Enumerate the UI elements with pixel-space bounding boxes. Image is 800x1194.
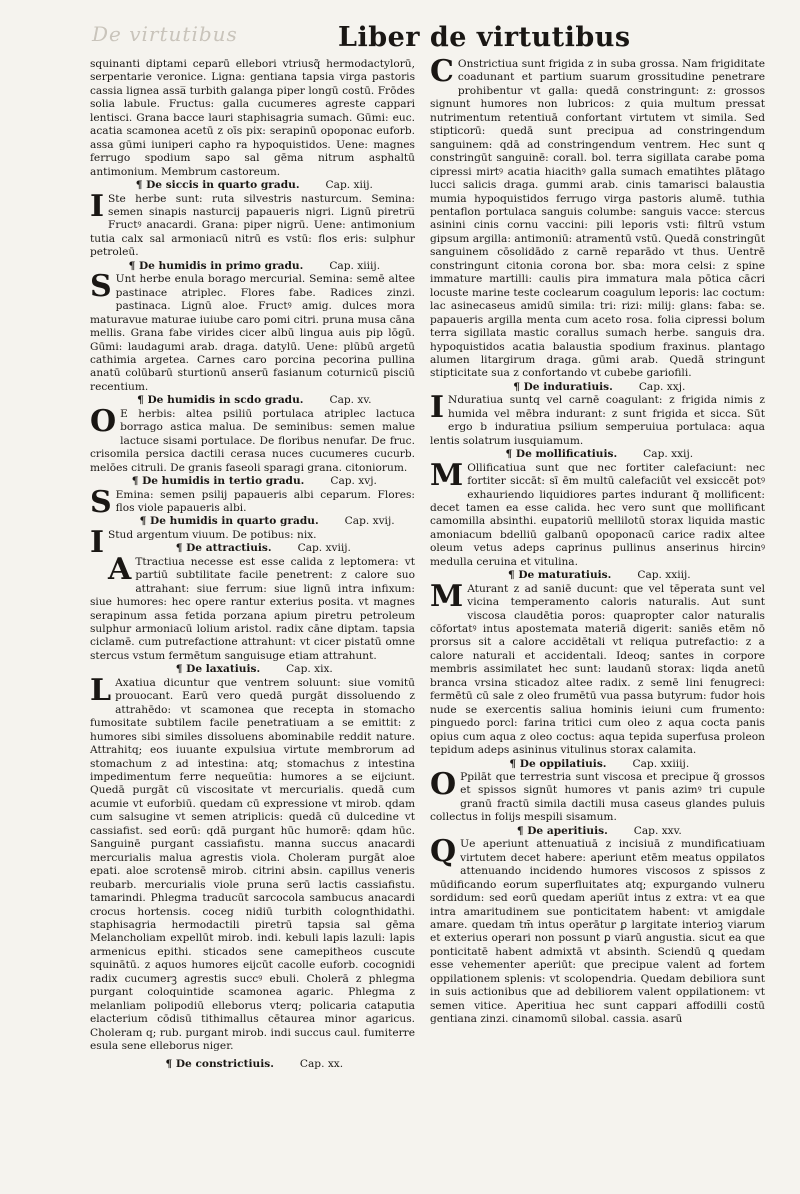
paragraph-mark-icon: ¶: [137, 394, 144, 407]
drop-cap: S: [90, 484, 112, 520]
paragraph-mark-icon: ¶: [135, 179, 143, 192]
paragraph-text: Stud argentum viuum. De potibus: nix.: [108, 528, 317, 541]
section-heading-text: De mollificatiuis.: [515, 448, 618, 461]
chapter-number: Cap. xxj.: [638, 380, 686, 393]
section-heading-text: De maturatiuis.: [518, 569, 612, 582]
body-paragraph: [90, 672, 415, 1054]
section-heading: [430, 825, 765, 838]
paragraph-text: Unt herbe enula borago mercurial. Semina: semē altee pastinace atriplec. Flores fabe. Radices zinzi. pastinaca. Lignū aloe. Fructꝰ amig. dulces mora maturavue maturae iuiube caro pomi citri. pruna musa cāna mellis. Grana fabe virides cicer albū lingua auis pip lōgū. Gūmi: laudagumi arab. draga. datylū. Uene: plūbū argetū cathimia argetea. Carnes caro porcina pecorina pullina anatū colūbarū sturtionū anserū fasianum coturnicū pisciū recentium.: [90, 273, 415, 393]
paragraph-text: E herbis: altea psiliū portulaca atriplec lactuca borrago astica malua. De seminibus: semen malue lactuce sisami portulace. De floribus nenufar. De fruc. crisomila persica dactili cerasa nuces cucumeres cucurb. melōes citruli. De granis faseoli sparagi grana. citoniorum.: [90, 407, 415, 474]
drop-cap: O: [430, 767, 457, 803]
chapter-number: Cap. xiiij.: [329, 259, 381, 272]
drop-cap: C: [430, 54, 454, 89]
drop-cap: I: [90, 188, 105, 224]
chapter-number: Cap. xvj.: [330, 475, 377, 488]
section-heading: [116, 515, 415, 528]
paragraph-mark-icon: ¶: [513, 380, 520, 393]
paragraph-mark-icon: ¶: [175, 663, 183, 676]
body-paragraph: [90, 58, 415, 179]
body-paragraph: [90, 188, 415, 260]
paragraph-text: Axatiua dicuntur que ventrem soluunt: siue vomitū prouocant. Earū vero quedā purgāt dissoluendo z attrahēdo: vt scamonea que recepta in stomacho fumositate subtilem facile penetratiuam a se emittit: z humores sibi similes dissoluens abominabile reddit nature. Attrahitq; eos iuuante expulsiua virtute membrorum ad stomachum z ad intestina: atq; stomachus z intestina impedimentum ferre nequeūtia: humores a se eijciunt. Quedā purgāt cū viscositate vt mercurialis. quedā cum acumie vt euforbiū. quedam cū expressione vt mirob. qdam cum salsugine vt semen atriplicis: quedā cū dulcedine vt cassiafist. sed eorū: qdā purgant hūc humorē: qdam hūc. Sanguinē purgant cassiafistu. manna succus anacardi mercurialis malua agrestis viola. Choleram purgāt aloe epati. aloe scrotensē mirob. citrini absin. capillus veneris reubarb. mercurialis viole pruna serū lactis cassiafistu. tamarindi. Phlegma traducūt sarcocola sambucus anacardi crocus hortensis. coceg nidiū turbith colognthidathi. staphisagria hermodactili piretrū tapsia sal gēma Melancholiam expellūt mirob. indi. kebuli lapis lazuli: lapis armenicus epithi. sticados sene camepitheos cuscute squinātū. z aquos humores eijcūt cacolle euforb. cocognidi radix cucumerꝫ agrestis succꝰ ebuli. Cholerā z phlegma purgant coloquintide scamonea agaric. Phlegma z melanliam polipodiū elleborus vterq; policaria cataputia elacterium cōdisū tithimallus cētaurea minor agaricus. Choleram q; rub. purgant mirob. indi succus caul. fumiterre esula sene elleborus niger.: [90, 676, 415, 1053]
drop-cap: O: [90, 403, 117, 439]
drop-cap: I: [90, 524, 105, 560]
body-paragraph: [90, 403, 415, 475]
body-paragraph: [90, 551, 415, 664]
section-heading: [430, 758, 765, 771]
page-title: Liber de virtutibus: [338, 22, 631, 53]
paragraph-text: Emina: semen psilij papaueris albi ceparum. Flores: flos viole papaueris albi.: [115, 488, 415, 514]
paragraph-text: Aturant z ad saniē ducunt: que vel tēperata sunt vel vicina temperamento caloris naturalis. Aut sunt viscosa claudētia poros: quapropter calor naturalis cōfortatꝰ intus apostemata materiā digerit: saniēs etēm nō prorsus sit a calore accidētali vt reliqua putrefactio: z a calore naturali et accidentali. Ideoq; santes in corpore membris assimilatet hec sunt: laudanū storax: liqda anetū branca vrsina sticadoz altee radix. z semē lini fenugreci: fermētū cū sale z oleo frumētū vua passa butyrum: fudor hois nude se exercentis saliua hominis ieiuni cum frumento: pinguedo porcl: farina tritici cum oleo z aqua cocta panis opius cum aqua z oleo coctus: aqua tepida superfusa proleon tepidum adeps asininus vitulinus storax calamita.: [430, 582, 765, 757]
paragraph-text: Ppilāt que terrestria sunt viscosa et precipue q̃ grossos et spissos signūt humores vt panis azimꝰ tri cupule granū fractū simila dactili musa caseus glandes puluis collectus in folijs mespili sisamum.: [430, 771, 765, 824]
section-heading-text: De laxatiuis.: [186, 663, 261, 676]
chapter-number: Cap. xviij.: [297, 542, 351, 555]
paragraph-text: Nduratiua suntq vel carnē coagulant: z frigida nimis z humida vel mēbra indurant: z sunt frigida et sicca. Sūt ergo b induratiua psilium semperuiua portulaca: aqua lentis solatrum iusquiamum.: [430, 394, 765, 447]
chapter-number: Cap. xxiiij.: [632, 757, 690, 770]
body-paragraph: [430, 457, 765, 570]
body-paragraph: [430, 578, 765, 758]
drop-cap: M: [430, 578, 464, 614]
body-paragraph: [430, 767, 765, 825]
body-paragraph: [430, 834, 765, 1026]
paragraph-mark-icon: ¶: [139, 515, 147, 528]
drop-cap: M: [430, 457, 464, 493]
paragraph-mark-icon: ¶: [509, 757, 517, 770]
drop-cap: A: [108, 551, 132, 587]
section-heading-text: De siccis in quarto gradu.: [146, 179, 300, 192]
section-heading: [90, 179, 415, 192]
paragraph-mark-icon: ¶: [165, 1057, 173, 1070]
body-paragraph: [430, 54, 765, 381]
paragraph-text: Ollificatiua sunt que nec fortiter calefaciunt: nec fortiter siccāt: sī ēm multū calefaciūt vel exsiccēt potꝰ exhauriendo liquidiores partes indurant q̃ mollificent: decet tamen ea esse calida. hec vero sunt que mollificant camomilla absinthi. eupatoriū mellilotū storax liquida mastic amoniacum bdelliū galbanū opoponacū carice radix altee oleum vetus adeps caprinus pullinus anserinus hircinꝰ medulla ceruina et vitulina.: [430, 461, 765, 568]
section-heading: [90, 1058, 415, 1071]
section-heading-text: De humidis in scdo gradu.: [147, 394, 304, 407]
chapter-number: Cap. xv.: [329, 394, 372, 407]
section-heading-text: De constrictiuis.: [175, 1057, 274, 1070]
chapter-number: Cap. xxij.: [643, 448, 694, 461]
section-heading-text: De aperitiuis.: [527, 824, 608, 837]
paragraph-text: Ue aperiunt attenuatiuā z incisiuā z mundificatiuam virtutem decet habere: aperiunt etēm meatus oppilatos attenuando incidendo humores viscosos z spissos z mūdificando eorum superfluitates atq; expurgando vulneru sordidum: sed eorū quedam aperiūt intus z extra: vt ea que intra amaritudinem sue ponticitatem habent: vt amigdale amare. quedam tm̄ intus operātur ꝑ largitate interioꝫ viarum et exterius operari non possunt ꝑ viarū angustia. sicut ea que ponticitatē habent admixtā vt absinth. Sciendū ꝗ quedam esse vehementer aperiūt: que precipue valent ad fortem oppilationem splenis: vt scolopendria. Quedam debiliora sunt in suis actionibus que ad debiliorem valent oppilationem: vt semen vitice. Aperitiua hec sunt cappari affodilli costū gentiana zinzi. cinamomū silobal. cassia. asarū: [430, 838, 765, 1026]
paragraph-mark-icon: ¶: [505, 448, 513, 461]
drop-cap: Q: [430, 834, 457, 870]
chapter-number: Cap. xiij.: [325, 179, 373, 192]
paragraph-mark-icon: ¶: [175, 542, 183, 555]
paragraph-text: squinanti diptami ceparū ellebori vtriusq̃ hermodactylorū, serpentarie veronice. Ligna: gentiana tapsia virga pastoris cassia lignea assa̅ turbith galanga piper longū costū. Frōdes solia labule. Fructus: galla cucumeres agreste cappari lentisci. Grana bacce lauri staphisagria sumach. Gūmi: euc. acatia scamonea acetū z oīs pix: serapinū opoponac euforb. assa gūmi iuniperi capho ra hypoquistidos. Uene: magnes ferrugo spodium sapo sal gēma nitrum asphaltū antimonium. Membrum castoreum.: [90, 58, 415, 178]
chapter-number: Cap. xxv.: [633, 824, 682, 837]
left-column: [90, 58, 415, 1071]
chapter-number: Cap. xxiij.: [637, 569, 691, 582]
section-heading: [90, 394, 415, 407]
section-heading-text: De oppilatiuis.: [519, 757, 607, 770]
chapter-number: Cap. xvij.: [344, 515, 395, 528]
paragraph-mark-icon: ¶: [128, 259, 136, 272]
section-heading-text: De humidis in quarto gradu.: [150, 515, 319, 528]
paragraph-text: Ste herbe sunt: ruta silvestris nasturcum. Semina: semen sinapis nasturcij papaueris nigri. Lignū piretru̅ Fructꝰ anacardi. Grana: piper nigrū. Uene: antimonium tutia calx sal armoniacū nitrū es vstū: flos eris: sulphur petroleū.: [90, 192, 415, 259]
paragraph-mark-icon: ¶: [507, 569, 515, 582]
paragraph-text: Ttractiua necesse est esse calida z leptomera: vt partiū subtilitate facile penetrent: z calore suo attrahant: siue ferrum: siue lignū intra infixum: siue humores: hec opere rantur exterius posita. vt magnes serapinum assa fetida porzana apium piretru petroleum sulphur armoniacū lolium aristol. radix cāne diptam. tapsia ciclamē. cum putrefactione attrahunt: vt cicer pistatū omne stercus vstum fermētum sanguisuge etiam attrahunt.: [90, 555, 415, 662]
section-heading-text: De attractiuis.: [186, 542, 272, 555]
paragraph-text: Onstrictiua sunt frigida z in suba grossa. Nam frigiditate coadunant et partium suarum grossitudine penetrare prohibentur vt galla: quedā constringunt: z: grossos signunt humores non lubricos: z quia multum pressat nutrimentum retentiuā confortant virtutem vt simila. Sed stipticorū: quedā sunt precipua ad constringendum sanguinem: qdā ad constringendum ventrem. Hec sunt q constringūt sanguinē: corall. bol. terra sigillata carabe poma cipressi mirtꝰ acatia hiacithꝰ galla sumach ematihtes plātago lucci salicis draga. gummi arab. cinis tamarisci balaustia mumia hypoquistidos ferrugo virga pastoris alumē. tuthia pentaflon portulaca sanguis columbe: sanguis vacce: stercus asinini cinis cornu vaccini: pili leporis vsti: filtrū vstum gipsum argilla: antimoniū: atramentū vstū. Quedā constringūt sanguinem cōsolidādo z carnē reparādo vt thus. Uentrē constringunt citonia corona bor. sba: mora celsi: z spine immature martilli: caulis pira immatura mala pōtica cācri locuste marine teste coclearum coagulum leporis: lac coctum: lac asinecaseus amidū simila: tri: rizi: milij: glans: faba: se. papaueris argilla menta cum aceto rosa. folia cipressi bolum terra sigillata mastic corallus sumach herbe. sanguis dra. hypoquistidos acatia balaustia spodium fraxinus. plantago alumen litargirum draga. gūmi arab. Quedā stringunt stipticitate sua z confortando vt cubebe gariofili.: [430, 58, 765, 380]
section-heading-text: De humidis in primo gradu.: [138, 259, 304, 272]
drop-cap: I: [430, 390, 445, 426]
right-column: [430, 54, 765, 1027]
section-heading-text: De induratiuis.: [523, 380, 613, 393]
section-heading: [90, 475, 415, 488]
paragraph-mark-icon: ¶: [131, 475, 139, 488]
section-heading: [90, 260, 415, 273]
body-paragraph: [90, 484, 415, 520]
section-heading: [430, 448, 765, 461]
body-paragraph: [90, 269, 415, 394]
section-heading: [108, 542, 415, 555]
bleed-through-header: De virtutibus: [92, 22, 238, 46]
section-heading: [90, 663, 415, 676]
drop-cap: S: [90, 269, 112, 305]
section-heading-text: De humidis in tertio gradu.: [142, 475, 305, 488]
chapter-number: Cap. xx.: [299, 1057, 344, 1070]
drop-cap: L: [90, 672, 112, 708]
section-heading: [430, 381, 765, 394]
paragraph-mark-icon: ¶: [516, 824, 524, 837]
chapter-number: Cap. xix.: [286, 663, 333, 676]
section-heading: [430, 569, 765, 582]
body-paragraph: [430, 390, 765, 448]
